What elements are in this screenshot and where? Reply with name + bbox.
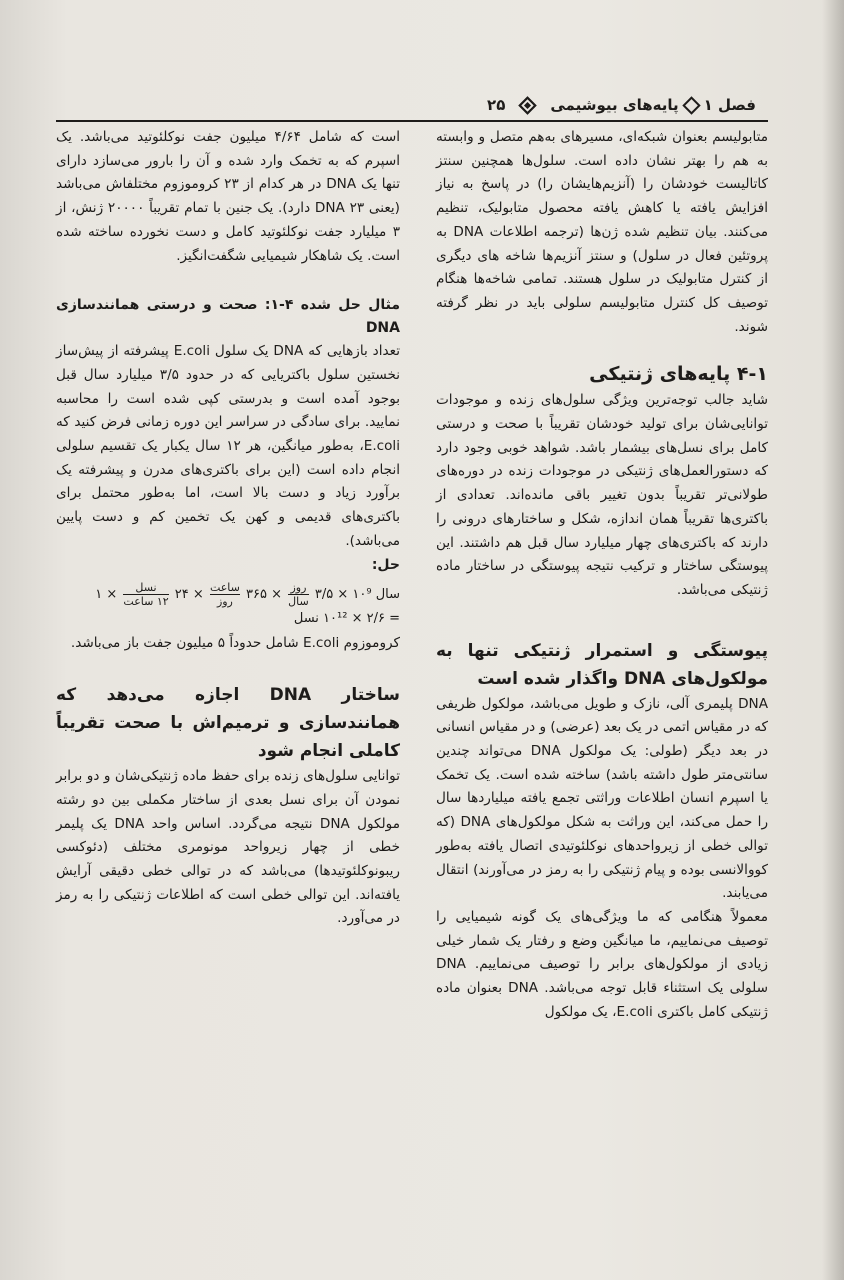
diamond-filled-icon xyxy=(519,96,537,114)
fraction-1-denominator: سال xyxy=(288,594,309,608)
equation-term-2: × ۳۶۵ xyxy=(246,586,282,602)
equation-fraction-1 xyxy=(288,581,309,608)
equation-term-1: سال ۱۰⁹ × ۳/۵ xyxy=(314,586,400,602)
section-heading-dna-structure: ساختار DNA اجازه می‌دهد که همانندسازی و ترمیم‌اش با صحت تقریباً کاملی انجام شود xyxy=(56,685,400,762)
fraction-3-numerator: نسل xyxy=(123,581,168,595)
subheading-dna-continuity: پیوستگی و استمرار ژنتیکی تنها به مولکول‌های DNA واگذار شده است xyxy=(436,640,768,689)
equation xyxy=(56,577,400,632)
chapter-title: پایه‌های بیوشیمی xyxy=(550,96,679,114)
dna-structure-paragraph: توانایی سلول‌های زنده برای حفظ ماده ژنتیکی‌شان و دو برابر نمودن آن برای نسل بعدی از ساختار مکملی بین دو رشته مولکول DNA نتیجه می‌گردد. اساس واحد DNA یک پلیمر خطی از چهار زیرواحد مونومری مختلف (دئوکسی ریبونوکلئوتیدها) می‌باشد که در توالی خطی دقیقی آرایش یافته‌اند. این توالی خطی است که اطلاعات ژنتیکی را به رمز در می‌آورد. xyxy=(56,768,400,927)
chapter-label: فصل ۱ xyxy=(703,96,756,114)
fraction-2-denominator: روز xyxy=(216,594,233,608)
left-column xyxy=(56,126,400,931)
section-heading-genetics: ۴-۱ پایه‌های ژنتیکی xyxy=(589,363,768,386)
header-rule xyxy=(56,120,768,122)
equation-term-4: × ۱ xyxy=(95,586,118,602)
running-header xyxy=(56,92,756,118)
genetics-paragraph: شاید جالب توجه‌ترین ویژگی سلول‌های زنده و موجودات توانایی‌شان برای تولید خودشان تقریباً با صحت و درستی کامل برای نسل‌های بیشمار باشد. شواهد خوبی وجود دارد که دستورالعمل‌های ژنتیکی در موجودات زنده در دوره‌های طولانی‌تر تقریباً بدون تغییر باقی مانده‌اند. تعدادی از باکتری‌ها تقریباً همان اندازه، شکل و ساختارهای درونی را دارند که باکتری‌های چهار میلیارد سال قبل هم داشتند. این پیوستگی ساختار و ترکیب نتیجه پیوستگی در ساختار ماده ژنتیکی می‌باشد. xyxy=(436,392,768,598)
diamond-outline-icon xyxy=(682,96,700,114)
dna-paragraph-2: معمولاً هنگامی که ما ویژگی‌های یک گونه شیمیایی را توصیف می‌نماییم، ما میانگین وضع و رفتار یک شمار خیلی زیادی از مولکول‌های برابر را توصیف می‌نماییم. DNA سلولی یک استثناء قابل توجه می‌باشد. DNA بعنوان ماده ژنتیکی کامل باکتری E.coli، یک مولکول xyxy=(436,908,769,1020)
example-paragraph: تعداد بازهایی که DNA یک سلول E.coli پیشرفته از پیش‌ساز نخستین سلول باکتریایی که در حدود ۳/۵ میلیارد سال قبل بوجود آمده است و بدرستی کپی شده است را محاسبه نمایید. برای سادگی در سراسر این دوره زمانی فرض کنید که E.coli، به‌طور میانگین، هر ۱۲ سال یکبار یک تقسیم سلولی انجام داده است (این برای باکتری‌های مدرن و پیشرفته یک برآورد زیاد و دست بالا است، اما به‌طور محتمل برای باکتری‌های قدیمی و کهن یک تخمین کم و دست پایین می‌باشد). xyxy=(56,343,401,549)
right-column xyxy=(436,126,768,1025)
equation-term-3: × ۲۴ xyxy=(174,586,204,602)
chromosome-paragraph: کروموزوم E.coli شامل حدوداً ۵ میلیون جفت باز می‌باشد. xyxy=(70,634,400,651)
fraction-2-numerator: ساعت xyxy=(209,580,240,594)
continuation-paragraph: است که شامل ۴/۶۴ میلیون جفت نوکلئوتید می‌باشد. یک اسپرم که به تخمک وارد شده و آن را بارور می‌سازد دارای تنها یک DNA در هر کدام از ۲۳ کروموزوم مختلفاش می‌باشد (یعنی ۲۳ DNA دارد). یک جنین با تمام تقریباً ۲۰۰۰۰ ژنش، از ۳ میلیارد جفت نوکلئوتید کامل و دست نخورده ساخته شده است. یک شاهکار شیمیایی شگفت‌انگیز. xyxy=(56,129,400,264)
page-number: ۲۵ xyxy=(487,96,506,114)
fraction-3-denominator: ۱۲ ساعت xyxy=(123,594,169,608)
solution-label: حل: xyxy=(371,556,400,573)
equation-result: = ۲/۶ × ۱۰¹² نسل xyxy=(293,610,400,626)
dna-paragraph-1: DNA پلیمری آلی، نازک و طویل می‌باشد، مولکول ظریفی که در مقیاس اتمی در یک بعد (عرضی) و در مقیاس انسانی در بعد دیگر (طولی: یک مولکول DNA می‌تواند چندین سانتی‌متر طول داشته باشد) ساخته شده است. یک تخمک یا اسپرم انسان اطلاعات وراثتی تجمع یافته میلیاردها سال را حمل می‌کند، این وراثت به شکل مولکول‌های DNA (که توالی خطی از زیرواحدهای نوکلئوتیدی اتصال یافته به‌طور کووالانسی بوده و پیام ژنتیکی را به رمز در می‌آورند) انتقال می‌یابند. xyxy=(436,695,769,902)
page-spine-shadow xyxy=(822,0,844,1280)
equation-fraction-3 xyxy=(123,581,168,608)
intro-paragraph: متابولیسم بعنوان شبکه‌ای، مسیرهای به‌هم متصل و وابسته به هم را بهتر نشان داده است. سلول‌ها همچنین سنتز کاتالیست خودشان را (آنزیم‌هایشان را) در پاسخ به نیاز افزایش یافته یا کاهش یافته محصول متابولیک، تنظیم می‌کنند. بیان تنظیم شده ژن‌ها (ترجمه اطلاعات DNA به پروتئین فعال در سلول) و سنتز آنزیم‌ها شاخه های دیگری از کنترل متابولیک در سلول هستند. تمامی شاخه‌ها هنگام توصیف کل کنترل متابولیسم سلولی باید در نظر گرفته شوند. xyxy=(436,129,768,335)
equation-fraction-2 xyxy=(210,581,240,608)
example-heading: مثال حل شده ۴-۱: صحت و درستی همانندسازی DNA xyxy=(56,297,400,337)
fraction-1-numerator: روز xyxy=(288,581,309,595)
